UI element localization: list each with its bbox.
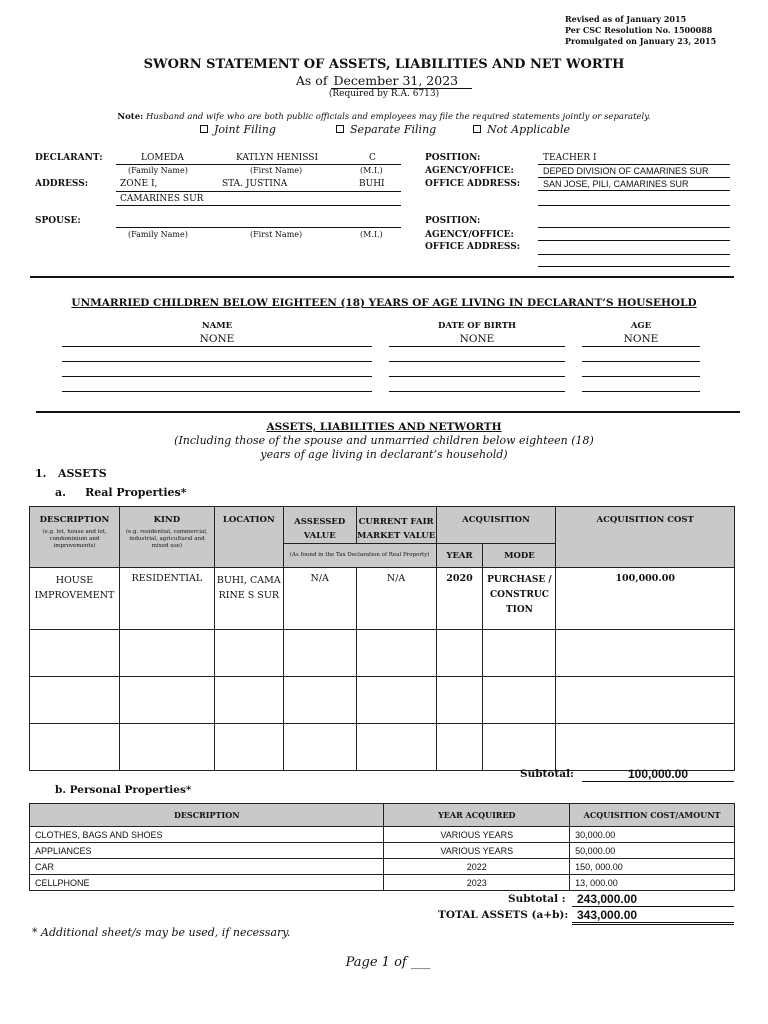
children-name-value: NONE <box>199 333 235 345</box>
declarant-family-caption: (Family Name) <box>128 166 188 175</box>
children-line <box>389 391 565 392</box>
personal-cost: 30,000.00 <box>570 827 735 843</box>
revision-info <box>565 14 716 47</box>
agency-value: DEPED DIVISION OF CAMARINES SUR <box>543 166 709 176</box>
table-row <box>30 677 735 724</box>
agency-label: AGENCY/OFFICE: <box>425 166 514 176</box>
children-line <box>62 376 372 377</box>
address-line-3: BUHI <box>359 179 385 189</box>
joint-filing-checkbox[interactable] <box>200 125 208 133</box>
personal-properties-heading: b. Personal Properties* <box>55 784 192 796</box>
office-address-line-1 <box>538 190 730 191</box>
spouse-agency-line <box>538 240 730 241</box>
row-assessed: N/A <box>283 568 356 630</box>
separate-filing-label: Separate Filing <box>350 123 437 136</box>
personal-desc: CLOTHES, BAGS AND SHOES <box>30 827 384 843</box>
personal-desc: CAR <box>30 859 384 875</box>
page-title: SWORN STATEMENT OF ASSETS, LIABILITIES AND NET WORTH <box>143 57 625 72</box>
office-address-label: OFFICE ADDRESS: <box>425 179 521 189</box>
children-line <box>62 346 372 347</box>
spouse-family-caption: (Family Name) <box>128 230 188 239</box>
note-text: Husband and wife who are both public officials and employees may file the required statements jointly or separately. <box>145 112 651 122</box>
office-address-value: SAN JOSE, PILI, CAMARINES SUR <box>543 179 689 189</box>
as-of-date: December 31, 2023 <box>331 73 472 89</box>
children-line <box>582 376 700 377</box>
table-row <box>30 630 735 677</box>
declarant-label: DECLARANT: <box>35 153 103 163</box>
page-number: Page 1 of ___ <box>345 955 431 970</box>
not-applicable-label: Not Applicable <box>487 123 571 136</box>
personal-year: VARIOUS YEARS <box>384 843 570 859</box>
declarant-mi-caption: (M.I.) <box>360 166 383 175</box>
children-line <box>582 361 700 362</box>
total-assets-label: TOTAL ASSETS (a+b): <box>438 909 569 921</box>
table-row <box>30 843 735 859</box>
children-name-header: NAME <box>201 321 233 331</box>
revised-text: Revised as of January 2015 <box>565 14 687 24</box>
real-properties-heading: a. Real Properties* <box>55 486 187 499</box>
personal-subtotal-value: 243,000.00 <box>572 892 734 907</box>
joint-filing-option[interactable] <box>200 123 276 136</box>
children-dob-value: NONE <box>459 333 495 345</box>
personal-properties-table <box>29 803 735 891</box>
real-subtotal-value: 100,000.00 <box>582 767 734 782</box>
children-title: UNMARRIED CHILDREN BELOW EIGHTEEN (18) YEARS OF AGE LIVING IN DECLARANT’S HOUSEHOLD <box>71 297 697 309</box>
col-acquisition: ACQUISITION <box>436 507 556 544</box>
footnote: * Additional sheet/s may be used, if necessary. <box>32 926 291 939</box>
office-address-line-2 <box>538 205 730 206</box>
spouse-position-line <box>538 227 730 228</box>
col-acquisition-cost: ACQUISITION COST <box>556 507 735 568</box>
spouse-first-caption: (First Name) <box>250 230 303 239</box>
as-of-line <box>0 73 768 88</box>
address-line-4: CAMARINES SUR <box>120 194 204 204</box>
children-line <box>582 346 700 347</box>
row-description: HOUSE IMPROVEMENT <box>30 568 120 630</box>
spouse-name-line <box>116 227 401 228</box>
total-assets-value: 343,000.00 <box>572 908 734 923</box>
table-row <box>30 724 735 771</box>
not-applicable-checkbox[interactable] <box>473 125 481 133</box>
section-divider-1 <box>30 276 734 278</box>
declarant-family-name: LOMEDA <box>141 153 184 163</box>
col-location: LOCATION <box>214 507 283 568</box>
children-dob-header: DATE OF BIRTH <box>437 321 517 331</box>
position-line <box>538 164 730 165</box>
personal-cost: 150, 000.00 <box>570 859 735 875</box>
row-location: BUHI, CAMARINE S SUR <box>214 568 283 630</box>
separate-filing-option[interactable] <box>336 123 436 136</box>
real-properties-table <box>29 506 735 771</box>
col-fair-market: CURRENT FAIR MARKET VALUE <box>356 507 436 544</box>
note <box>0 112 768 122</box>
spouse-office-label: OFFICE ADDRESS: <box>425 242 521 252</box>
address-line-rule-1 <box>116 191 401 192</box>
col-description: DESCRIPTION (e.g. lot, house and lot, condominium and improvements) <box>30 507 120 568</box>
aln-title: ASSETS, LIABILITIES AND NETWORTH <box>266 421 502 433</box>
declarant-name-line <box>116 164 401 165</box>
total-double-underline <box>572 924 734 925</box>
personal-year: 2022 <box>384 859 570 875</box>
aln-subtitle-2: years of age living in declarant’s household) <box>260 448 508 461</box>
col-kind: KIND (e.g. residential, commercial, industrial, agricultural and mixed use) <box>119 507 214 568</box>
children-line <box>582 391 700 392</box>
real-subtotal-label: Subtotal: <box>520 768 574 780</box>
as-of-label: As of <box>295 73 328 88</box>
separate-filing-checkbox[interactable] <box>336 125 344 133</box>
children-age-value: NONE <box>623 333 659 345</box>
address-line-2: STA. JUSTINA <box>222 179 288 189</box>
table-row <box>30 859 735 875</box>
spouse-office-line-1 <box>538 254 730 255</box>
address-label: ADDRESS: <box>35 179 89 189</box>
position-label: POSITION: <box>425 153 481 163</box>
joint-filing-label: Joint Filing <box>214 123 276 136</box>
children-line <box>389 346 565 347</box>
col-fair-note: (As found in the Tax Declaration of Real Property) <box>283 544 436 568</box>
col-mode: MODE <box>483 544 556 568</box>
children-line <box>389 361 565 362</box>
row-kind: RESIDENTIAL <box>119 568 214 630</box>
resolution-text: Per CSC Resolution No. 1500088 <box>565 25 713 35</box>
table-row <box>30 875 735 891</box>
spouse-agency-label: AGENCY/OFFICE: <box>425 230 514 240</box>
row-cost: 100,000.00 <box>556 568 735 630</box>
declarant-first-caption: (First Name) <box>250 166 303 175</box>
assets-heading: 1. ASSETS <box>35 467 107 480</box>
personal-cost: 50,000.00 <box>570 843 735 859</box>
aln-subtitle-1: (Including those of the spouse and unmarried children below eighteen (18) <box>174 434 594 447</box>
children-line <box>62 361 372 362</box>
declarant-mi: C <box>369 153 376 163</box>
spouse-position-label: POSITION: <box>425 216 481 226</box>
row-mode: PURCHASE / CONSTRUC TION <box>483 568 556 630</box>
row-fair: N/A <box>356 568 436 630</box>
col-personal-description: DESCRIPTION <box>30 804 384 827</box>
col-personal-cost: ACQUISITION COST/AMOUNT <box>570 804 735 827</box>
note-label: Note: <box>117 112 144 122</box>
children-line <box>62 391 372 392</box>
personal-desc: APPLIANCES <box>30 843 384 859</box>
declarant-first-name: KATLYN HENISSI <box>236 153 319 163</box>
required-text: (Required by R.A. 6713) <box>328 89 440 99</box>
position-value: TEACHER I <box>543 153 597 163</box>
personal-subtotal-label: Subtotal : <box>508 893 566 905</box>
col-assessed: ASSESSED VALUE <box>283 507 356 544</box>
personal-year: VARIOUS YEARS <box>384 827 570 843</box>
children-line <box>389 376 565 377</box>
personal-desc: CELLPHONE <box>30 875 384 891</box>
spouse-label: SPOUSE: <box>35 216 81 226</box>
personal-year: 2023 <box>384 875 570 891</box>
col-year-acquired: YEAR ACQUIRED <box>384 804 570 827</box>
row-year: 2020 <box>436 568 483 630</box>
table-row <box>30 827 735 843</box>
address-line-1: ZONE I, <box>120 179 158 189</box>
not-applicable-option[interactable] <box>473 123 570 136</box>
agency-line <box>538 177 730 178</box>
personal-cost: 13, 000.00 <box>570 875 735 891</box>
section-divider-2 <box>36 411 740 413</box>
col-year: YEAR <box>436 544 483 568</box>
address-line-rule-2 <box>116 205 401 206</box>
promulgated-text: Promulgated on January 23, 2015 <box>565 36 717 46</box>
spouse-office-line-2 <box>538 266 730 267</box>
spouse-mi-caption: (M.I.) <box>360 230 383 239</box>
table-row <box>30 568 735 630</box>
children-age-header: AGE <box>630 321 652 331</box>
